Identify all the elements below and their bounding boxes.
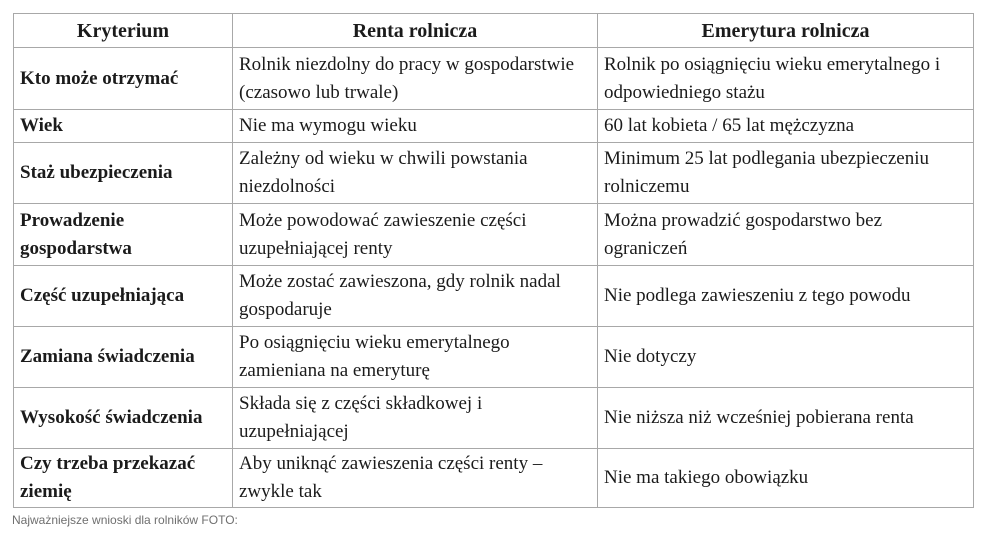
renta-cell: Może powodować zawieszenie części uzupełniającej renty	[233, 204, 598, 266]
criterion-cell: Wysokość świadczenia	[14, 388, 233, 449]
benefits-comparison-table	[13, 13, 974, 508]
emerytura-cell: 60 lat kobieta / 65 lat mężczyzna	[598, 110, 974, 143]
table-row	[14, 143, 974, 204]
table-header	[14, 14, 974, 48]
renta-cell: Nie ma wymogu wieku	[233, 110, 598, 143]
table-body	[14, 48, 974, 508]
emerytura-cell: Rolnik po osiągnięciu wieku emerytalnego i odpowiedniego stażu	[598, 48, 974, 110]
table-row	[14, 266, 974, 327]
renta-cell: Po osiągnięciu wieku emerytalnego zamieniana na emeryturę	[233, 327, 598, 388]
emerytura-cell: Można prowadzić gospodarstwo bez ograniczeń	[598, 204, 974, 266]
criterion-cell: Prowadzenie gospodarstwa	[14, 204, 233, 266]
emerytura-cell: Nie niższa niż wcześniej pobierana renta	[598, 388, 974, 449]
criterion-cell: Staż ubezpieczenia	[14, 143, 233, 204]
table-row	[14, 204, 974, 266]
table-row	[14, 48, 974, 110]
criterion-cell: Kto może otrzymać	[14, 48, 233, 110]
renta-cell: Zależny od wieku w chwili powstania niezdolności	[233, 143, 598, 204]
header-kryterium: Kryterium	[14, 14, 233, 48]
renta-cell: Rolnik niezdolny do pracy w gospodarstwie (czasowo lub trwale)	[233, 48, 598, 110]
renta-cell: Aby uniknąć zawieszenia części renty – zwykle tak	[233, 449, 598, 508]
criterion-cell: Zamiana świadczenia	[14, 327, 233, 388]
table-row	[14, 388, 974, 449]
table-row	[14, 110, 974, 143]
emerytura-cell: Nie dotyczy	[598, 327, 974, 388]
emerytura-cell: Nie podlega zawieszeniu z tego powodu	[598, 266, 974, 327]
table-row	[14, 327, 974, 388]
photo-caption: Najważniejsze wnioski dla rolników FOTO:	[12, 513, 238, 527]
emerytura-cell: Nie ma takiego obowiązku	[598, 449, 974, 508]
table-row	[14, 449, 974, 508]
criterion-cell: Czy trzeba przekazać ziemię	[14, 449, 233, 508]
renta-cell: Składa się z części składkowej i uzupełniającej	[233, 388, 598, 449]
renta-cell: Może zostać zawieszona, gdy rolnik nadal gospodaruje	[233, 266, 598, 327]
header-renta-rolnicza: Renta rolnicza	[233, 14, 598, 48]
emerytura-cell: Minimum 25 lat podlegania ubezpieczeniu rolniczemu	[598, 143, 974, 204]
header-emerytura-rolnicza: Emerytura rolnicza	[598, 14, 974, 48]
header-row	[14, 14, 974, 48]
criterion-cell: Część uzupełniająca	[14, 266, 233, 327]
criterion-cell: Wiek	[14, 110, 233, 143]
